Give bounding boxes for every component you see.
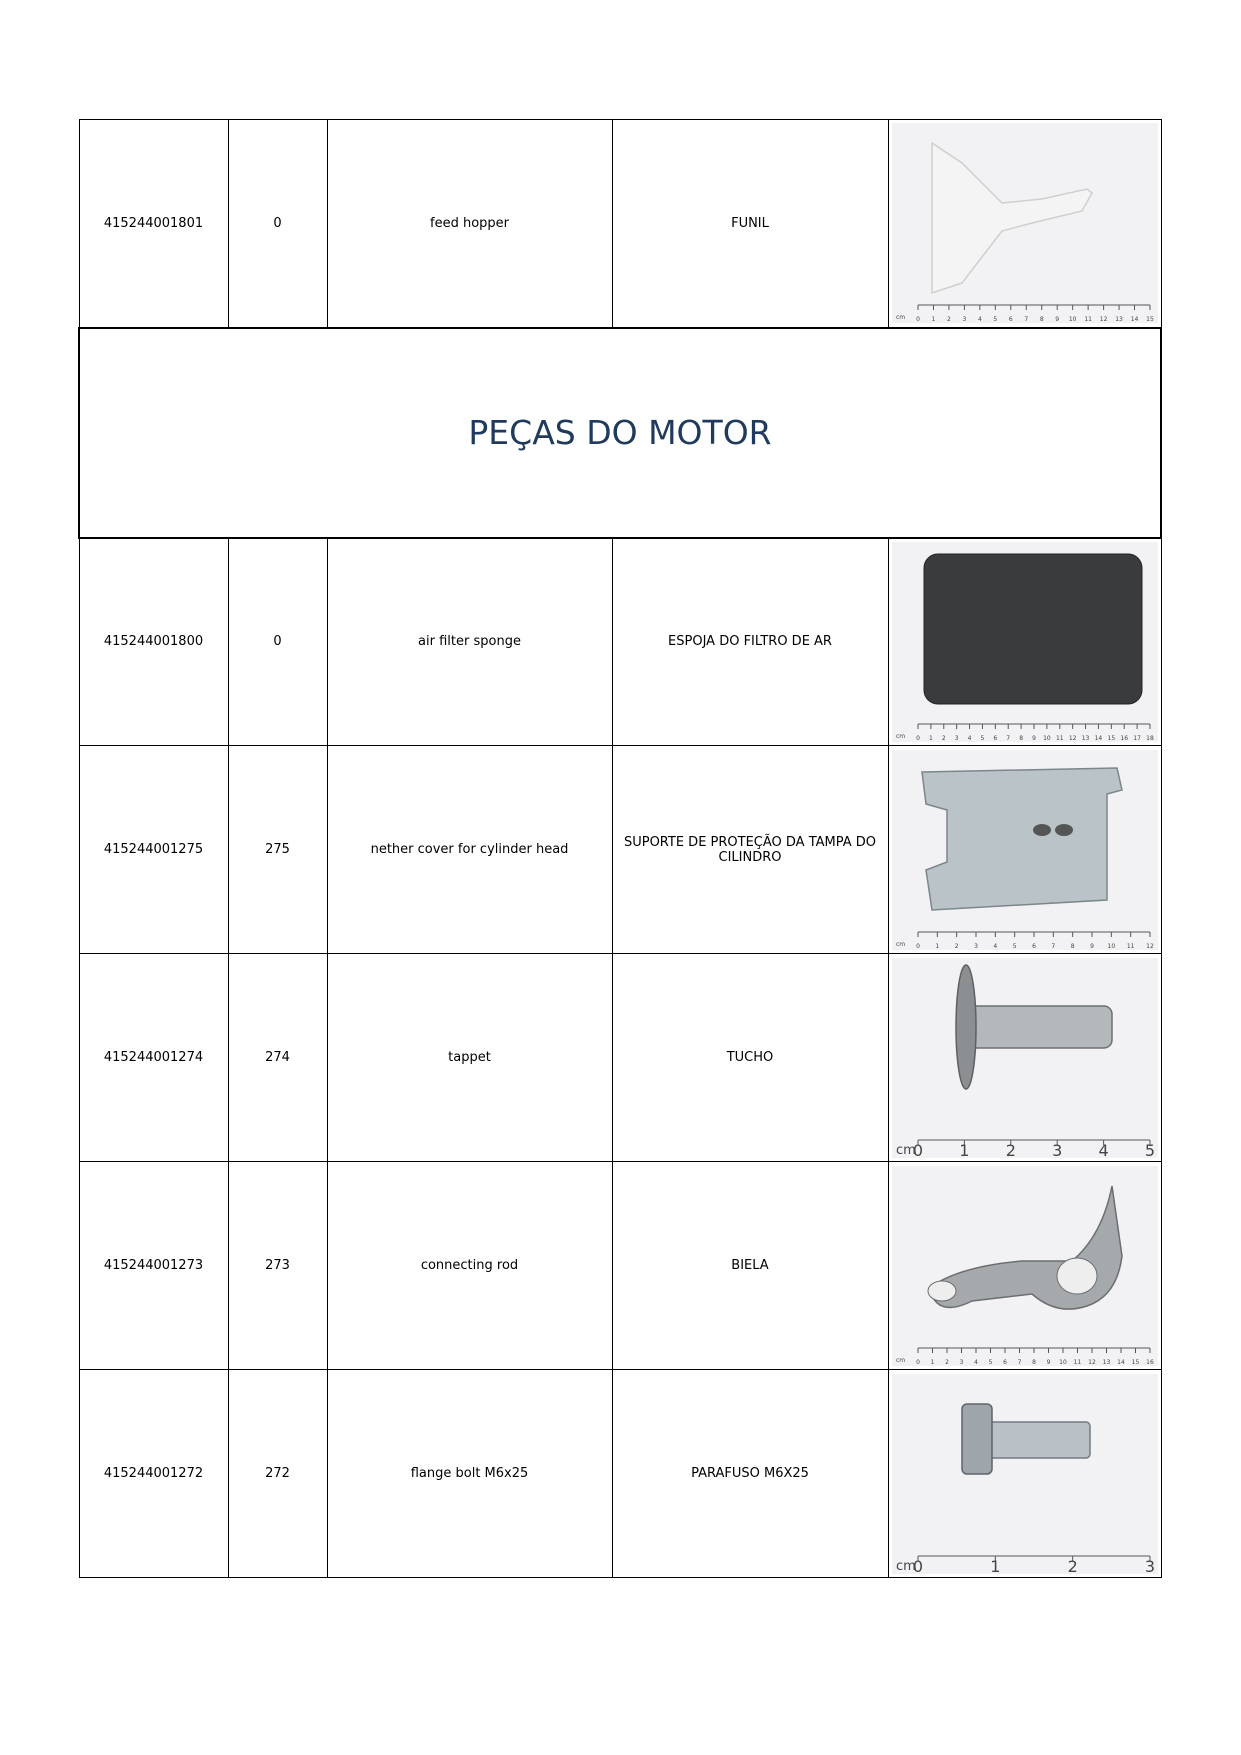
- section-header-row: [79, 328, 1161, 538]
- ruler-tick-label: 3: [973, 942, 978, 950]
- part-code: 415244001800: [79, 538, 228, 746]
- ruler-tick-label: 2: [946, 316, 951, 324]
- part-code: 415244001801: [79, 120, 228, 328]
- description-pt: FUNIL: [612, 120, 888, 328]
- ruler-tick-label: 14: [1094, 734, 1102, 742]
- description-en: air filter sponge: [327, 538, 612, 746]
- position-number: 0: [228, 120, 327, 328]
- ruler-tick-label: 8: [1031, 1358, 1036, 1366]
- ruler-tick-label: 9: [1089, 942, 1094, 950]
- ruler-tick-label: 7: [1023, 316, 1028, 324]
- ruler-unit-label: cm: [895, 940, 905, 948]
- section-title: PEÇAS DO MOTOR: [79, 328, 1161, 538]
- ruler-tick-label: 0: [912, 1556, 923, 1574]
- ruler-tick-label: 5: [980, 734, 984, 742]
- ruler-tick-label: 4: [992, 942, 997, 950]
- ruler-tick-label: 12: [1087, 1358, 1096, 1366]
- description-en: connecting rod: [327, 1162, 612, 1370]
- ruler-tick-label: 10: [1107, 942, 1115, 950]
- parts-table: [78, 119, 1162, 1578]
- ruler-tick-label: 11: [1073, 1358, 1081, 1366]
- ruler-tick-label: 6: [1002, 1358, 1007, 1366]
- ruler-tick-label: 2: [941, 734, 946, 742]
- product-illustration: [892, 542, 1158, 742]
- ruler-tick-label: 5: [992, 316, 997, 324]
- ruler-unit-label: cm: [895, 732, 905, 740]
- description-en: tappet: [327, 954, 612, 1162]
- description-en: flange bolt M6x25: [327, 1370, 612, 1578]
- position-number: 275: [228, 746, 327, 954]
- ruler-tick-label: 13: [1114, 316, 1123, 324]
- ruler-tick-label: 4: [973, 1358, 978, 1366]
- ruler-tick-label: 14: [1116, 1358, 1125, 1366]
- ruler-tick-label: 1: [934, 942, 939, 950]
- position-number: 273: [228, 1162, 327, 1370]
- ruler-tick-label: 9: [1031, 734, 1036, 742]
- ruler-tick-label: 18: [1145, 734, 1154, 742]
- product-illustration: [892, 123, 1158, 323]
- ruler-tick-label: 0: [915, 942, 920, 950]
- connecting-rod-photo: [892, 1166, 1158, 1366]
- ruler-tick-label: 3: [1144, 1556, 1155, 1574]
- table-row: [79, 954, 1161, 1162]
- position-number: 274: [228, 954, 327, 1162]
- product-illustration: [892, 1166, 1158, 1366]
- position-number: 272: [228, 1370, 327, 1578]
- bolt-photo: [892, 1374, 1158, 1574]
- ruler-tick-label: 3: [1051, 1140, 1062, 1158]
- table-row: [79, 1370, 1161, 1578]
- ruler-unit-label: cm: [895, 314, 905, 322]
- ruler-tick-label: 3: [961, 316, 966, 324]
- table-row: [79, 746, 1161, 954]
- product-illustration: [892, 750, 1158, 950]
- ruler-tick-label: 17: [1132, 734, 1141, 742]
- ruler-tick-label: 1: [930, 1358, 934, 1366]
- ruler-tick-label: 10: [1068, 316, 1076, 324]
- ruler-tick-label: 0: [915, 1358, 920, 1366]
- ruler-tick-label: 1: [989, 1556, 1000, 1574]
- ruler-tick-label: 5: [1144, 1140, 1155, 1158]
- ruler-tick-label: 7: [1050, 942, 1055, 950]
- product-illustration: [892, 1374, 1158, 1574]
- table-row: [79, 120, 1161, 328]
- part-code: 415244001273: [79, 1162, 228, 1370]
- ruler-tick-label: 9: [1046, 1358, 1050, 1366]
- ruler-tick-label: 10: [1042, 734, 1051, 742]
- ruler-tick-label: 14: [1130, 316, 1138, 324]
- part-code: 415244001272: [79, 1370, 228, 1578]
- ruler-tick-label: 10: [1058, 1358, 1067, 1366]
- ruler-tick-label: 2: [954, 942, 959, 950]
- ruler-tick-label: 12: [1145, 942, 1154, 950]
- ruler-unit-label: cm: [895, 1356, 905, 1364]
- description-pt: ESPOJA DO FILTRO DE AR: [612, 538, 888, 746]
- ruler-tick-label: 0: [912, 1140, 923, 1158]
- ruler-tick-label: 6: [1008, 316, 1013, 324]
- ruler-tick-label: 12: [1099, 316, 1107, 324]
- ruler-tick-label: 8: [1018, 734, 1023, 742]
- ruler-tick-label: 12: [1068, 734, 1076, 742]
- funnel-photo: [892, 123, 1158, 323]
- ruler-tick-label: 3: [959, 1358, 963, 1366]
- ruler-unit-label: cm: [895, 1558, 916, 1574]
- ruler-tick-label: 2: [944, 1358, 949, 1366]
- ruler-tick-label: 11: [1055, 734, 1064, 742]
- ruler-tick-label: 15: [1131, 1358, 1139, 1366]
- ruler-tick-label: 6: [1031, 942, 1036, 950]
- ruler-tick-label: 16: [1119, 734, 1128, 742]
- ruler-tick-label: 1: [931, 316, 935, 324]
- table-row: [79, 1162, 1161, 1370]
- sponge-photo: [892, 542, 1158, 742]
- ruler-tick-label: 2: [1005, 1140, 1016, 1158]
- ruler-tick-label: 1: [958, 1140, 969, 1158]
- ruler-tick-label: 15: [1145, 316, 1154, 324]
- description-pt: TUCHO: [612, 954, 888, 1162]
- tappet-photo: [892, 958, 1158, 1158]
- ruler-tick-label: 9: [1054, 316, 1059, 324]
- ruler-tick-label: 3: [954, 734, 959, 742]
- ruler-tick-label: 8: [1039, 316, 1044, 324]
- product-illustration: [892, 958, 1158, 1158]
- ruler-tick-label: 0: [915, 734, 920, 742]
- ruler-tick-label: 1: [928, 734, 933, 742]
- ruler-tick-label: 8: [1070, 942, 1075, 950]
- part-code: 415244001275: [79, 746, 228, 954]
- table-row: [79, 538, 1161, 746]
- ruler-tick-label: 11: [1126, 942, 1134, 950]
- ruler-unit-label: cm: [895, 1142, 916, 1158]
- bracket-photo: [892, 750, 1158, 950]
- ruler-tick-label: 13: [1102, 1358, 1110, 1366]
- ruler-tick-label: 11: [1083, 316, 1092, 324]
- ruler-tick-label: 16: [1145, 1358, 1154, 1366]
- ruler-tick-label: 4: [1098, 1140, 1109, 1158]
- ruler-tick-label: 2: [1067, 1556, 1078, 1574]
- ruler-tick-label: 5: [988, 1358, 992, 1366]
- ruler-tick-label: 5: [1012, 942, 1017, 950]
- description-pt: BIELA: [612, 1162, 888, 1370]
- ruler-tick-label: 4: [967, 734, 971, 742]
- ruler-tick-label: 4: [977, 316, 982, 324]
- position-number: 0: [228, 538, 327, 746]
- description-en: nether cover for cylinder head: [327, 746, 612, 954]
- ruler-tick-label: 6: [992, 734, 997, 742]
- ruler-tick-label: 15: [1107, 734, 1115, 742]
- description-en: feed hopper: [327, 120, 612, 328]
- description-pt: SUPORTE DE PROTEÇÃO DA TAMPA DO CILINDRO: [612, 746, 888, 954]
- part-code: 415244001274: [79, 954, 228, 1162]
- ruler-tick-label: 7: [1017, 1358, 1021, 1366]
- ruler-tick-label: 7: [1005, 734, 1010, 742]
- ruler-tick-label: 0: [915, 316, 920, 324]
- ruler-tick-label: 13: [1081, 734, 1089, 742]
- description-pt: PARAFUSO M6X25: [612, 1370, 888, 1578]
